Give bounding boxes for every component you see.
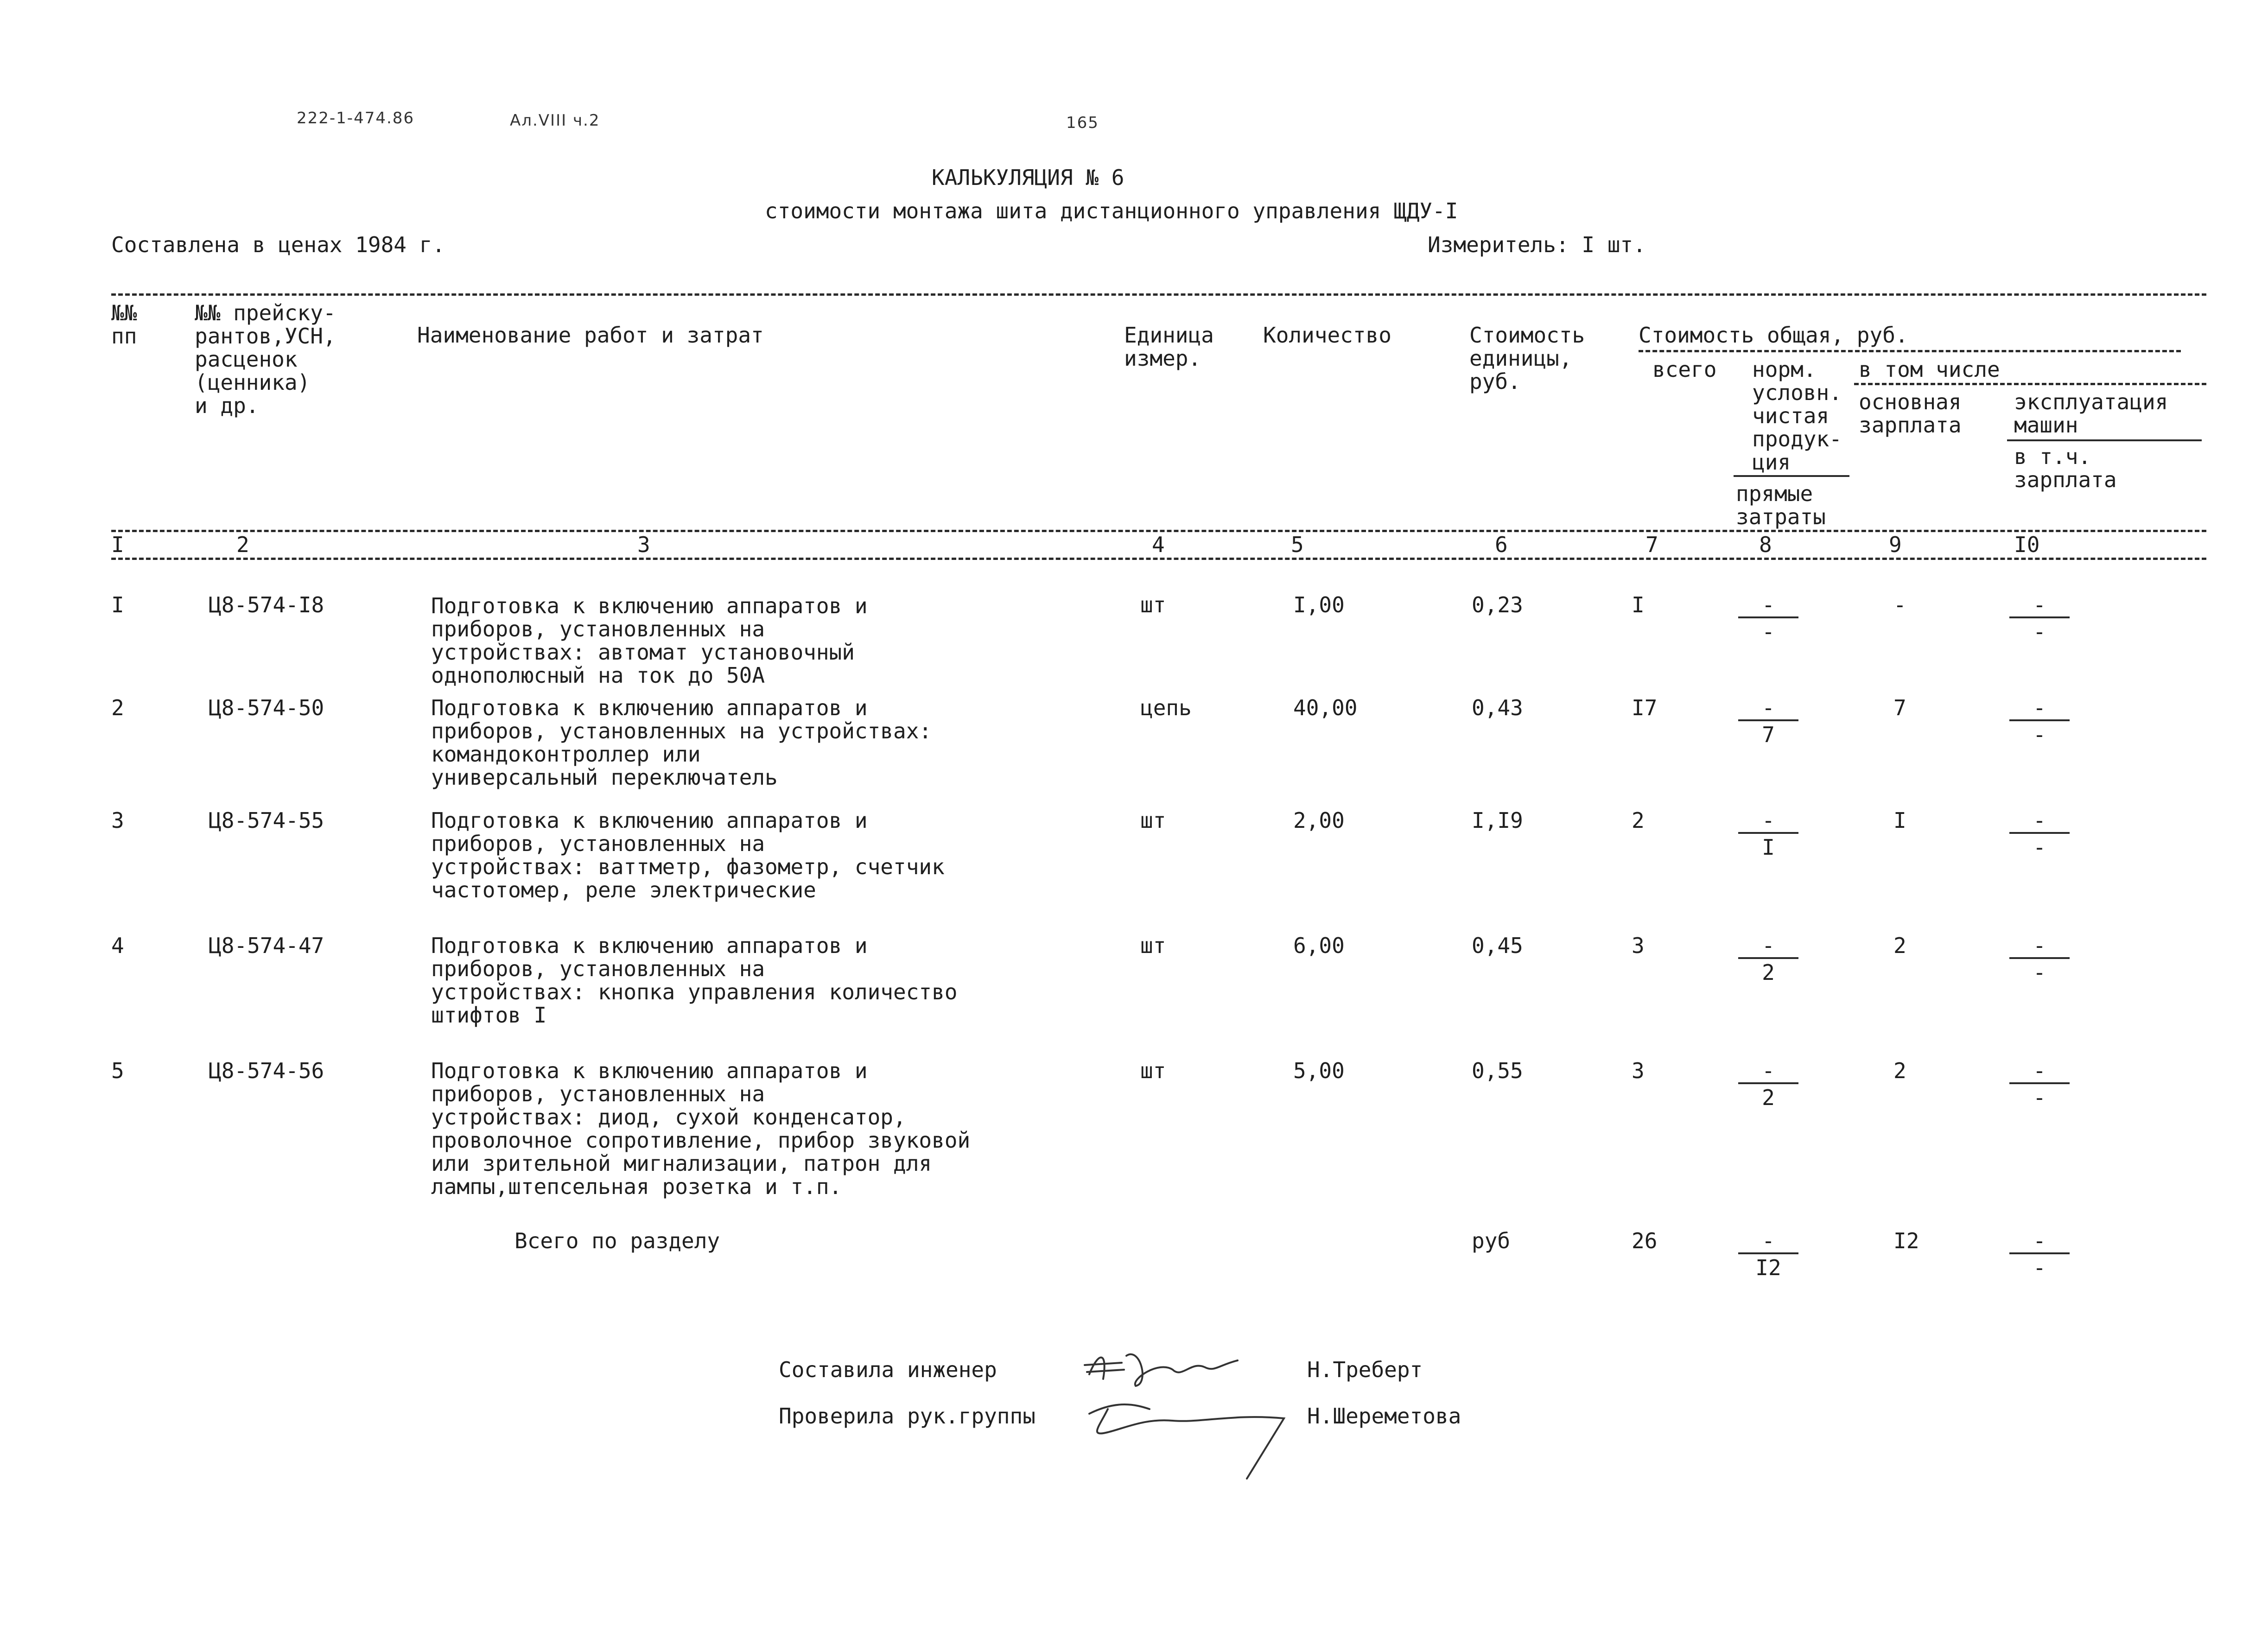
header-machine-salary: в т.ч. зарплата — [2014, 444, 2117, 492]
row-unit: шт — [1140, 1058, 1166, 1083]
section-total-unit: руб — [1472, 1228, 1511, 1253]
section-total-machine-fraction — [2009, 1229, 2070, 1279]
row-unit: шт — [1140, 592, 1166, 617]
fraction-top: - — [1762, 1058, 1775, 1083]
row-unit: шт — [1140, 808, 1166, 833]
row-machine-fraction — [2009, 809, 2070, 859]
checked-by-name: Н.Шереметова — [1307, 1404, 1461, 1429]
column-number: 4 — [1152, 532, 1165, 557]
fraction-top: - — [1762, 808, 1775, 833]
table-top-border — [111, 293, 2206, 296]
fraction-bottom: - — [2033, 960, 2046, 985]
fraction-top: - — [2033, 808, 2046, 833]
row-price-code: Ц8-574-I8 — [209, 592, 324, 617]
row-price-code: Ц8-574-56 — [209, 1058, 324, 1083]
row-quantity: 6,00 — [1293, 933, 1345, 958]
document-title: КАЛЬКУЛЯЦИЯ № 6 — [932, 165, 1124, 190]
fraction-top: - — [2033, 1228, 2046, 1253]
column-number: 6 — [1495, 532, 1508, 557]
row-price-code: Ц8-574-55 — [209, 808, 324, 833]
row-quantity: I,00 — [1293, 592, 1345, 617]
header-base-salary: основная зарплата — [1859, 389, 1962, 438]
header-price-code: №№ прейску- рантов,УСН, расценок (ценника) и др. — [195, 300, 336, 418]
row-number: 3 — [111, 808, 124, 833]
header-net-production-underline — [1734, 475, 1849, 477]
section-total-net-production-fraction — [1738, 1229, 1798, 1279]
row-machine-fraction — [2009, 1059, 2070, 1109]
document-code: 222-1-474.86 — [297, 109, 415, 127]
row-number: 4 — [111, 933, 124, 958]
album-mark: Ал.VIII ч.2 — [510, 111, 600, 130]
row-work-name: Подготовка к включению аппаратов и приборов, установленных на устройствах: ваттметр, фазометр, счетчик частотомер, реле электрические — [431, 808, 945, 902]
row-work-name: Подготовка к включению аппаратов и приборов, установленных на устройствах: кнопка управления количество штифтов I — [431, 933, 958, 1028]
fraction-bottom: 2 — [1762, 960, 1775, 985]
row-number: I — [111, 592, 124, 617]
fraction-top: - — [2033, 695, 2046, 720]
column-number: 7 — [1645, 532, 1658, 557]
price-basis: Составлена в ценах 1984 г. — [111, 232, 445, 257]
row-total: I7 — [1632, 695, 1658, 720]
row-base-salary: I — [1893, 808, 1906, 833]
row-net-production-fraction — [1738, 696, 1798, 746]
row-quantity: 40,00 — [1293, 695, 1358, 720]
row-base-salary: 2 — [1893, 933, 1906, 958]
fraction-top: - — [2033, 933, 2046, 958]
row-machine-fraction — [2009, 934, 2070, 984]
column-number: 2 — [236, 532, 249, 557]
row-total: 2 — [1632, 808, 1645, 833]
header-including: в том числе — [1859, 357, 2000, 382]
column-number: 3 — [637, 532, 650, 557]
header-unit: Единица измер. — [1124, 323, 1214, 371]
header-direct-costs: прямые затраты — [1736, 481, 1826, 529]
column-number: 5 — [1291, 532, 1304, 557]
row-work-name: Подготовка к включению аппаратов и приборов, установленных на устройствах: командоконтроллер или универсальный переключатель — [431, 695, 932, 790]
header-net-production: норм. условн. чистая продук- ция — [1752, 357, 1842, 475]
compiled-signature — [1080, 1342, 1247, 1393]
column-number: I0 — [2014, 532, 2040, 557]
section-total-value: 26 — [1632, 1228, 1658, 1253]
section-total-label: Всего по разделу — [515, 1228, 720, 1253]
fraction-bottom: - — [2033, 722, 2046, 747]
column-number: I — [111, 532, 124, 557]
row-unit-cost: 0,55 — [1472, 1058, 1523, 1083]
fraction-top: - — [2033, 1058, 2046, 1083]
row-machine-fraction — [2009, 593, 2070, 643]
section-total-base-salary: I2 — [1893, 1228, 1919, 1253]
fraction-bottom: - — [1762, 619, 1775, 644]
row-base-salary: - — [1893, 592, 1906, 617]
row-net-production-fraction — [1738, 934, 1798, 984]
row-work-name: Подготовка к включению аппаратов и приборов, установленных на устройствах: диод, сухой конденсатор, проволочное сопротивление, прибор звуковой или зрительной мигнализации, патрон для лампы,штепсельная розетка и т.п. — [431, 1058, 971, 1199]
header-total: всего — [1652, 357, 1717, 382]
compiled-by-name: Н.Треберт — [1307, 1357, 1423, 1382]
row-base-salary: 2 — [1893, 1058, 1906, 1083]
column-number: 9 — [1889, 532, 1902, 557]
fraction-bottom: 7 — [1762, 722, 1775, 747]
row-unit: цепь — [1140, 695, 1192, 720]
fraction-bottom: - — [2033, 835, 2046, 860]
row-machine-fraction — [2009, 696, 2070, 746]
row-net-production-fraction — [1738, 1059, 1798, 1109]
column-number: 8 — [1759, 532, 1772, 557]
fraction-bottom: - — [2033, 1255, 2046, 1280]
row-work-name: Подготовка к включению аппаратов и приборов, установленных на устройствах: автомат установочный однополюсный на ток до 50А — [431, 593, 868, 688]
page-number: 165 — [1066, 114, 1099, 132]
fraction-bottom: - — [2033, 619, 2046, 644]
row-unit-cost: I,I9 — [1472, 808, 1523, 833]
fraction-top: - — [2033, 592, 2046, 617]
header-row-number: №№ пп — [111, 300, 137, 349]
row-quantity: 2,00 — [1293, 808, 1345, 833]
row-price-code: Ц8-574-47 — [209, 933, 324, 958]
header-work-name: Наименование работ и затрат — [417, 323, 764, 348]
row-unit: шт — [1140, 933, 1166, 958]
unit-measure: Измеритель: I шт. — [1428, 232, 1646, 257]
fraction-top: - — [1762, 933, 1775, 958]
row-total: 3 — [1632, 933, 1645, 958]
document-subtitle: стоимости монтажа шита дистанционного управления ЩДУ-I — [765, 198, 1458, 223]
header-quantity: Количество — [1263, 323, 1391, 348]
row-total: 3 — [1632, 1058, 1645, 1083]
row-unit-cost: 0,45 — [1472, 933, 1523, 958]
header-total-cost-underline — [1639, 350, 2181, 352]
fraction-top: - — [1762, 592, 1775, 617]
row-base-salary: 7 — [1893, 695, 1906, 720]
fraction-bottom: I2 — [1755, 1255, 1781, 1280]
header-unit-cost: Стоимость единицы, руб. — [1469, 323, 1585, 394]
fraction-bottom: - — [2033, 1085, 2046, 1110]
row-total: I — [1632, 592, 1645, 617]
checked-signature — [1080, 1395, 1293, 1483]
row-net-production-fraction — [1738, 809, 1798, 859]
fraction-top: - — [1762, 695, 1775, 720]
header-machine-operation: эксплуатация машин — [2014, 389, 2168, 438]
checked-by-label: Проверила рук.группы — [779, 1404, 1036, 1429]
header-machine-operation-underline — [2007, 439, 2202, 441]
column-number-border — [111, 558, 2206, 560]
row-price-code: Ц8-574-50 — [209, 695, 324, 720]
row-quantity: 5,00 — [1293, 1058, 1345, 1083]
header-including-underline — [1854, 383, 2206, 385]
row-unit-cost: 0,43 — [1472, 695, 1523, 720]
compiled-by-label: Составила инженер — [779, 1357, 997, 1382]
row-number: 5 — [111, 1058, 124, 1083]
fraction-top: - — [1762, 1228, 1775, 1253]
row-unit-cost: 0,23 — [1472, 592, 1523, 617]
fraction-bottom: 2 — [1762, 1085, 1775, 1110]
fraction-bottom: I — [1762, 835, 1775, 860]
row-number: 2 — [111, 695, 124, 720]
row-net-production-fraction — [1738, 593, 1798, 643]
header-total-cost: Стоимость общая, руб. — [1639, 323, 1908, 348]
